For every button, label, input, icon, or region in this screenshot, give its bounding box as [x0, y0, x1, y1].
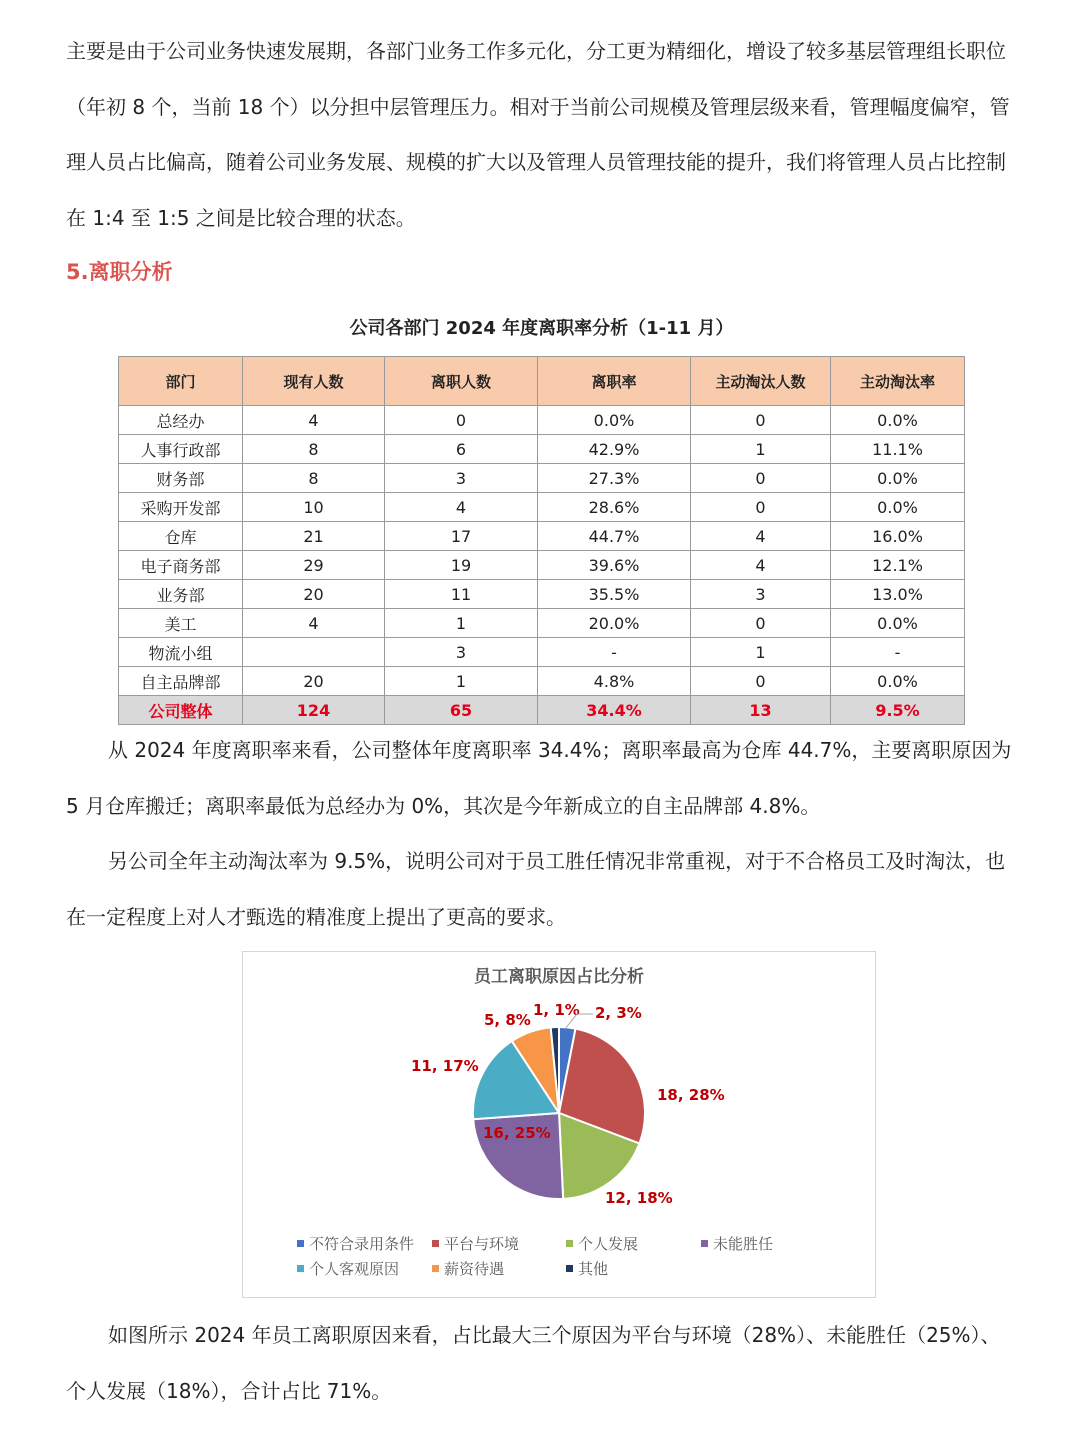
table-cell: 11.1%: [831, 435, 965, 464]
table-cell: 0: [691, 464, 831, 493]
table-cell: 采购开发部: [119, 493, 243, 522]
table-cell: 电子商务部: [119, 551, 243, 580]
table-cell: 4.8%: [538, 667, 691, 696]
table-cell: 20.0%: [538, 609, 691, 638]
table-cell: 业务部: [119, 580, 243, 609]
table-total-cell: 13: [691, 696, 831, 725]
legend-label: 其他: [578, 1260, 609, 1278]
table-cell: 美工: [119, 609, 243, 638]
table-row: [119, 493, 965, 522]
chart-title: 员工离职原因占比分析: [474, 967, 644, 987]
table-cell: 0: [691, 493, 831, 522]
table-cell: 0: [691, 609, 831, 638]
table-cell: 0: [691, 667, 831, 696]
header-cell: 主动淘汰人数: [691, 357, 831, 406]
header-cell: 离职人数: [385, 357, 538, 406]
table-cell: 0: [691, 406, 831, 435]
table-cell: 总经办: [119, 406, 243, 435]
table-cell: 1: [385, 609, 538, 638]
table-cell: 4: [385, 493, 538, 522]
section-heading: 5.离职分析: [66, 260, 173, 284]
table-cell: 仓库: [119, 522, 243, 551]
header-cell: 主动淘汰率: [831, 357, 965, 406]
table-cell: 0.0%: [831, 464, 965, 493]
table-cell: 0: [385, 406, 538, 435]
legend-label: 不符合录用条件: [309, 1235, 415, 1253]
header-cell: 离职率: [538, 357, 691, 406]
table-cell: 16.0%: [831, 522, 965, 551]
pie-chart: [242, 951, 876, 1298]
table-cell: 0.0%: [831, 667, 965, 696]
table-row: [119, 580, 965, 609]
pie-data-label: 1, 1%: [533, 1001, 580, 1019]
table-cell: 4: [691, 522, 831, 551]
table-total-cell: 124: [243, 696, 385, 725]
legend-swatch: [297, 1265, 304, 1272]
legend-swatch: [297, 1240, 304, 1247]
table-total-cell: 34.4%: [538, 696, 691, 725]
table-cell: 44.7%: [538, 522, 691, 551]
pie-data-label: 12, 18%: [605, 1189, 673, 1207]
table-total-cell: 65: [385, 696, 538, 725]
table-row: [119, 609, 965, 638]
table-cell: 3: [385, 464, 538, 493]
table-cell: 1: [385, 667, 538, 696]
table-row: [119, 522, 965, 551]
table-cell: 财务部: [119, 464, 243, 493]
table-cell: 12.1%: [831, 551, 965, 580]
table-cell: 人事行政部: [119, 435, 243, 464]
table-cell: 8: [243, 435, 385, 464]
table-cell: 20: [243, 667, 385, 696]
table-cell: 物流小组: [119, 638, 243, 667]
pie-data-label: 18, 28%: [657, 1086, 725, 1104]
table-cell: 8: [243, 464, 385, 493]
table-total-cell: 9.5%: [831, 696, 965, 725]
pie-data-label: 5, 8%: [484, 1011, 531, 1029]
legend-swatch: [566, 1240, 573, 1247]
table-title: 公司各部门 2024 年度离职率分析（1-11 月）: [349, 318, 734, 339]
legend-label: 未能胜任: [713, 1235, 774, 1253]
turnover-table: [118, 356, 965, 725]
table-header-row: [119, 357, 965, 406]
table-cell: 39.6%: [538, 551, 691, 580]
legend-swatch: [432, 1265, 439, 1272]
table-cell: [243, 638, 385, 667]
table-cell: 0.0%: [831, 609, 965, 638]
table-cell: 17: [385, 522, 538, 551]
table-row: [119, 638, 965, 667]
table-total-cell: 公司整体: [119, 696, 243, 725]
table-row: [119, 551, 965, 580]
table-cell: 1: [691, 435, 831, 464]
legend-swatch: [566, 1265, 573, 1272]
table-cell: 28.6%: [538, 493, 691, 522]
table-row: [119, 406, 965, 435]
table-total-row: [119, 696, 965, 725]
legend-swatch: [701, 1240, 708, 1247]
table-row: [119, 667, 965, 696]
table-cell: 42.9%: [538, 435, 691, 464]
table-cell: 1: [691, 638, 831, 667]
pie-data-label: 16, 25%: [483, 1124, 551, 1142]
header-cell: 现有人数: [243, 357, 385, 406]
table-row: [119, 435, 965, 464]
table-cell: 6: [385, 435, 538, 464]
legend-label: 薪资待遇: [444, 1260, 505, 1278]
pie-chart-svg: [243, 952, 875, 1297]
table-cell: 自主品牌部: [119, 667, 243, 696]
table-cell: -: [831, 638, 965, 667]
table-cell: 13.0%: [831, 580, 965, 609]
table-row: [119, 464, 965, 493]
pie-data-label: 2, 3%: [595, 1004, 642, 1022]
table-cell: 21: [243, 522, 385, 551]
legend-label: 个人发展: [578, 1235, 639, 1253]
legend-label: 平台与环境: [444, 1235, 520, 1253]
intro-paragraph: 主要是由于公司业务快速发展期，各部门业务工作多元化，分工更为精细化，增设了较多基层管理组长职位（年初 8 个，当前 18 个）以分担中层管理压力。相对于当前公司规模及管理层级来看，管理幅度偏窄，管理人员占比偏高，随着公司业务发展、规模的扩大以及管理人员管理技能的提升，我们将管理人员占比控制在 1:4 至 1:5 之间是比较合理的状态。: [66, 39, 1010, 230]
table-cell: 0.0%: [831, 493, 965, 522]
turnover-summary-paragraph: 从 2024 年度离职率来看，公司整体年度离职率 34.4%；离职率最高为仓库 44.7%，主要离职原因为 5 月仓库搬迁；离职率最低为总经办为 0%，其次是今年新成立的自主品牌部 4.8%。: [66, 738, 1012, 818]
table-cell: 4: [243, 406, 385, 435]
table-cell: 35.5%: [538, 580, 691, 609]
table-cell: 19: [385, 551, 538, 580]
table-cell: 27.3%: [538, 464, 691, 493]
legend-swatch: [432, 1240, 439, 1247]
table-cell: 0.0%: [831, 406, 965, 435]
table-cell: 0.0%: [538, 406, 691, 435]
table-cell: 4: [691, 551, 831, 580]
reasons-paragraph: 如图所示 2024 年员工离职原因来看，占比最大三个原因为平台与环境（28%）、未能胜任（25%）、个人发展（18%），合计占比 71%。: [66, 1323, 1001, 1403]
table-cell: -: [538, 638, 691, 667]
legend-label: 个人客观原因: [309, 1260, 400, 1278]
table-cell: 10: [243, 493, 385, 522]
table-cell: 20: [243, 580, 385, 609]
elimination-paragraph: 另公司全年主动淘汰率为 9.5%，说明公司对于员工胜任情况非常重视，对于不合格员工及时淘汰，也在一定程度上对人才甄选的精准度上提出了更高的要求。: [66, 849, 1006, 929]
table-cell: 3: [385, 638, 538, 667]
pie-data-label: 11, 17%: [411, 1057, 479, 1075]
header-cell: 部门: [119, 357, 243, 406]
table-cell: 11: [385, 580, 538, 609]
table-cell: 3: [691, 580, 831, 609]
table-cell: 4: [243, 609, 385, 638]
table-cell: 29: [243, 551, 385, 580]
